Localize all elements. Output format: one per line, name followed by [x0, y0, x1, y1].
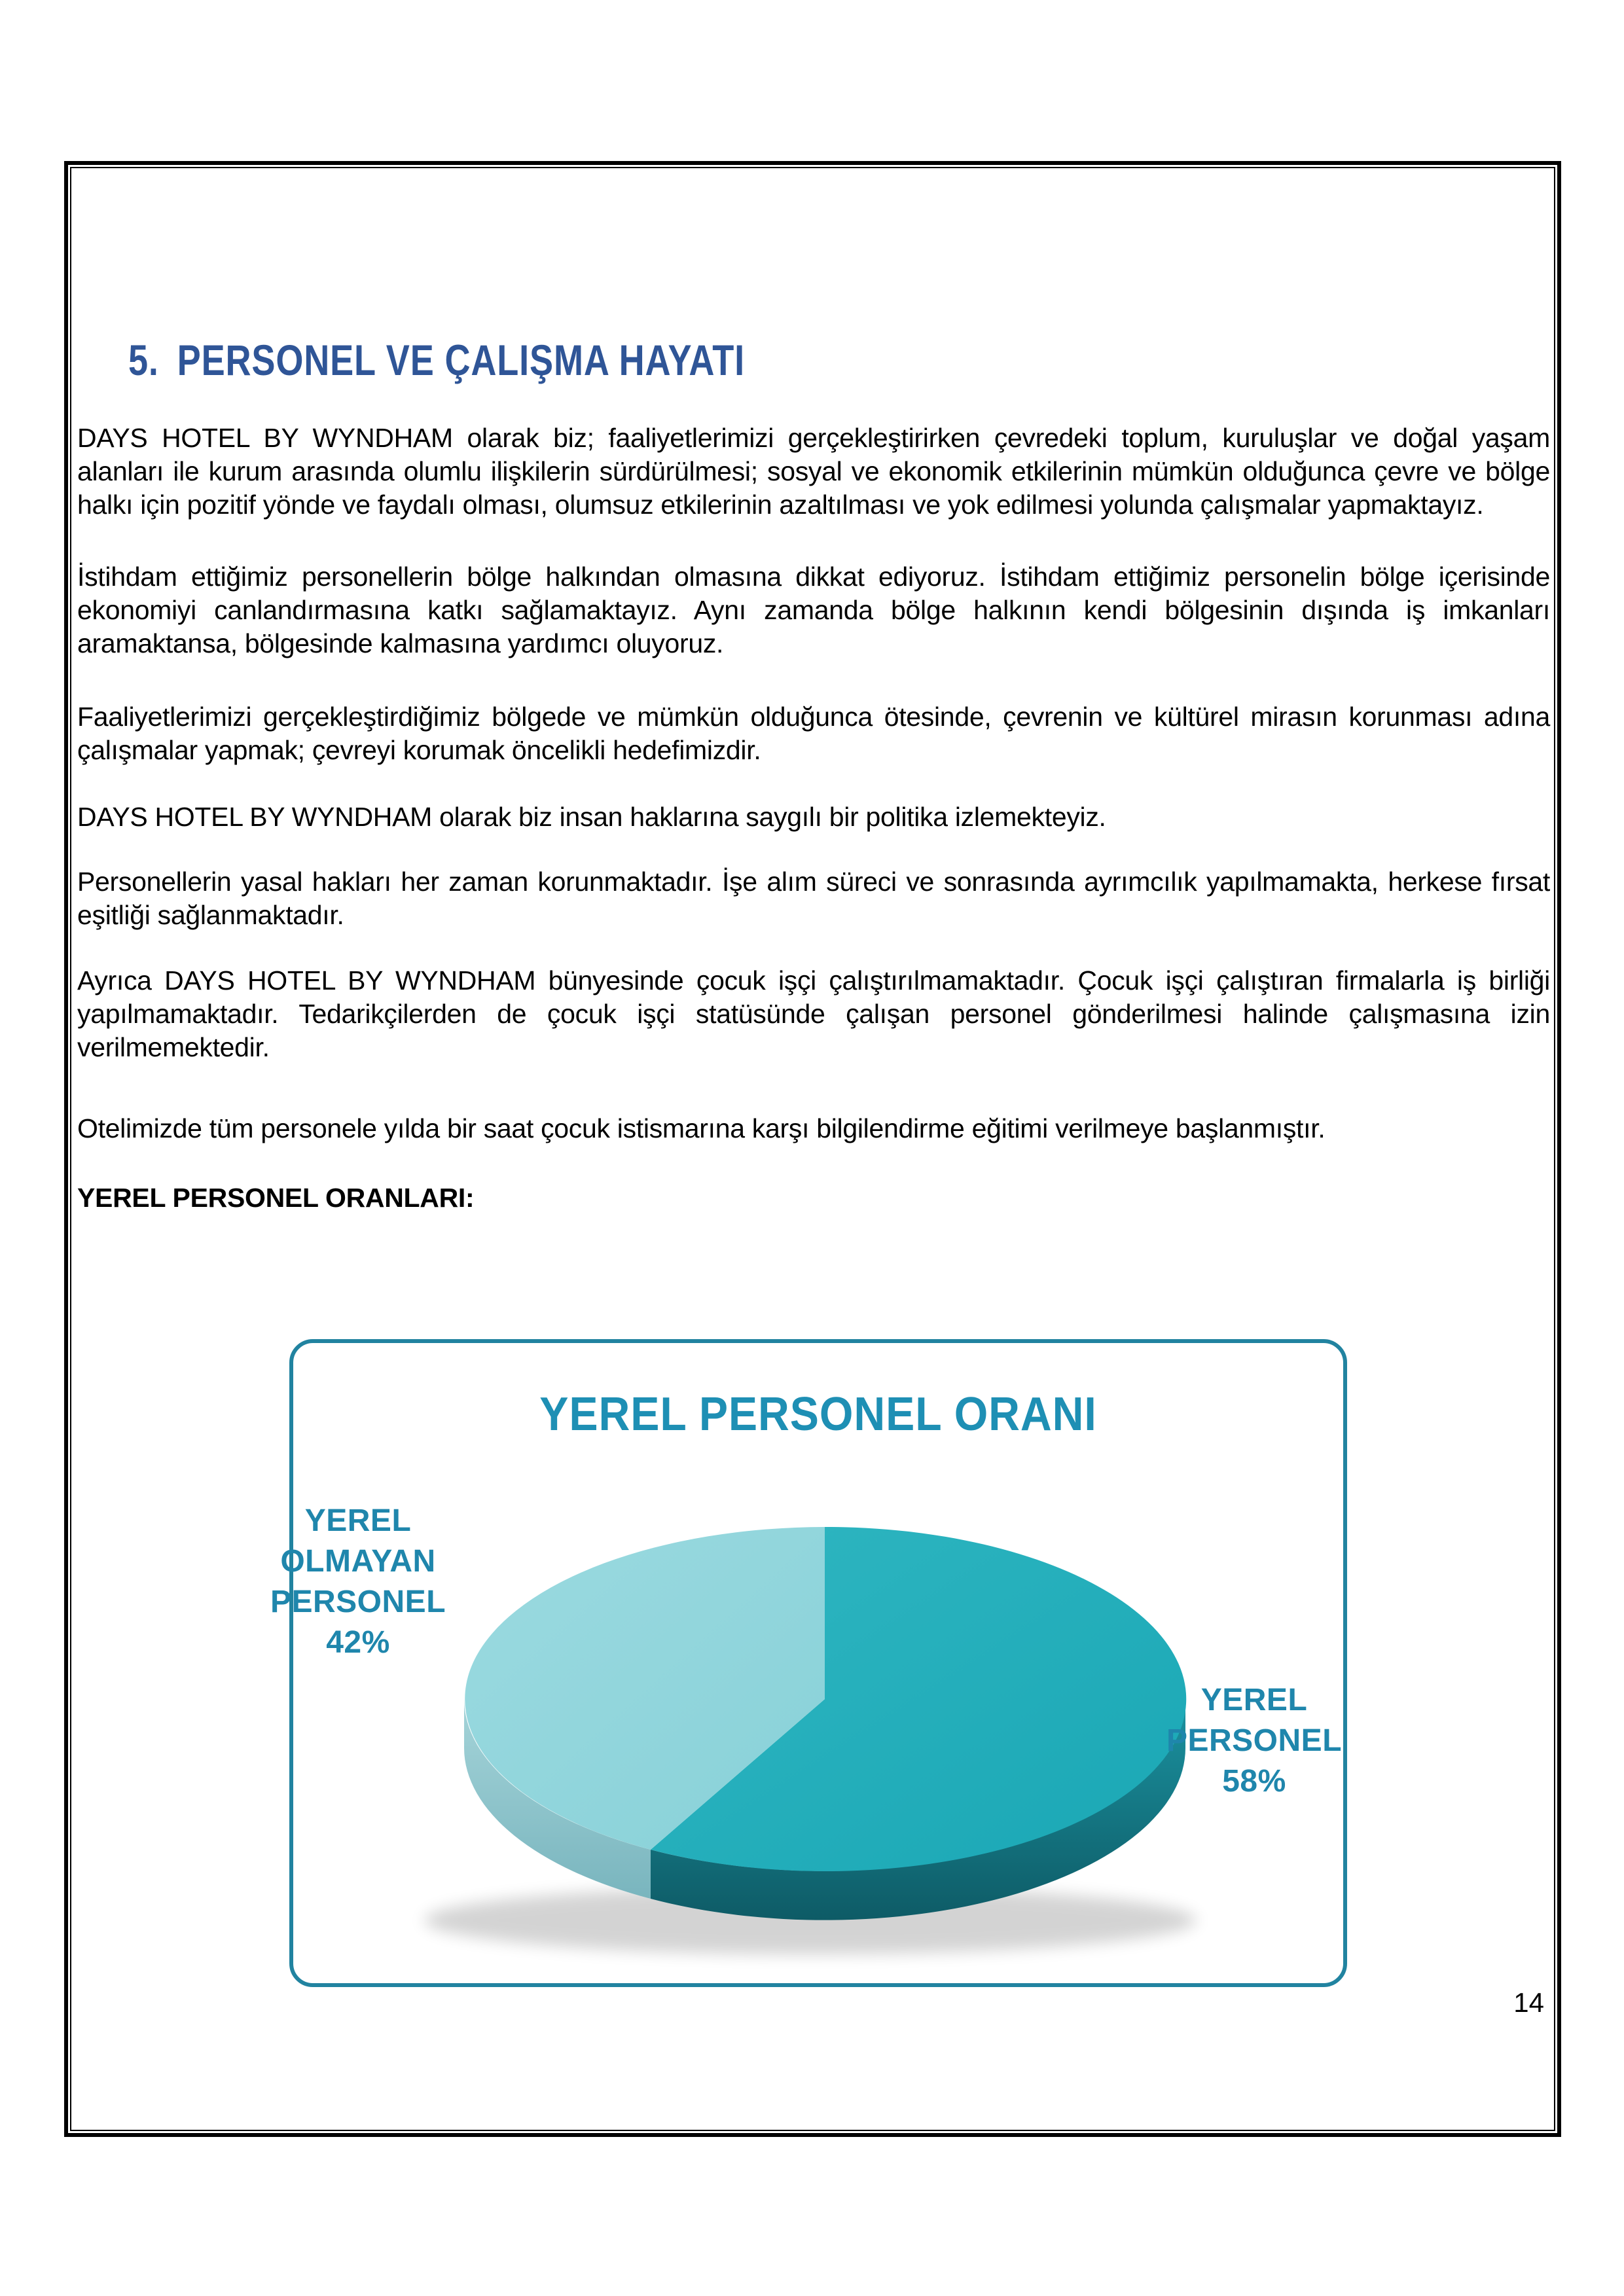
pie-label-yerel-personel — [1117, 1680, 1392, 1802]
pie-label-line: OLMAYAN — [280, 1544, 436, 1579]
chart-title: YEREL PERSONEL ORANI — [539, 1388, 1097, 1441]
pie-label-line: YEREL — [304, 1503, 412, 1538]
pie-label-value: 42% — [326, 1625, 390, 1660]
pie-label-yerel-olmayan-personel — [221, 1501, 496, 1663]
section-heading-title: PERSONEL VE ÇALIŞMA HAYATI — [177, 336, 746, 384]
section-heading-number: 5. — [128, 336, 159, 384]
chart-section-label: YEREL PERSONEL ORANLARI: — [77, 1183, 475, 1213]
pie-chart — [293, 1343, 1343, 1983]
paragraph-1: DAYS HOTEL BY WYNDHAM olarak biz; faaliyetlerimizi gerçekleştirirken çevredeki toplum, kuruluşlar ve doğal yaşam alanları ile kurum arasında olumlu ilişkilerin sürdürülmesi; sosyal ve ekonomik etkilerinin mümkün olduğunca çevre ve bölge halkı için pozitif yönde ve faydalı olması, olumsuz etkilerinin azaltılması ve yok edilmesi yolunda çalışmalar yapmaktayız. — [77, 423, 1550, 520]
paragraph-7: Otelimizde tüm personele yılda bir saat çocuk istismarına karşı bilgilendirme eğitimi verilmeye başlanmıştır. — [77, 1113, 1326, 1143]
chart-card — [289, 1339, 1347, 1987]
pie-label-line: PERSONEL — [270, 1585, 446, 1619]
section-heading — [128, 335, 745, 385]
paragraph-2: İstihdam ettiğimiz personellerin bölge halkından olmasına dikkat ediyoruz. İstihdam ettiğimiz personelin bölge içerisinde ekonomiyi canlandırmasına katkı sağlamaktayız. Aynı zamanda bölge halkının kendi bölgesinin dışında iş imkanları aramaktansa, bölgesinde kalmasına yardımcı oluyoruz. — [77, 562, 1550, 658]
page-number: 14 — [1513, 1987, 1544, 2018]
paragraph-5: Personellerin yasal hakları her zaman korunmaktadır. İşe alım süreci ve sonrasında ayrımcılık yapılmamakta, herkese fırsat eşitliği sağlanmaktadır. — [77, 867, 1550, 930]
paragraph-6: Ayrıca DAYS HOTEL BY WYNDHAM bünyesinde çocuk işçi çalıştırılmamaktadır. Çocuk işçi çalıştıran firmalarla iş birliği yapılmamaktadır. Tedarikçilerden de çocuk işçi statüsünde çalışan personel gönderilmesi halinde çalışmasına izin verilmemektedir. — [77, 965, 1550, 1062]
paragraph-3: Faaliyetlerimizi gerçekleştirdiğimiz bölgede ve mümkün olduğunca ötesinde, çevrenin ve kültürel mirasın korunması adına çalışmalar yapmak; çevreyi korumak öncelikli hedefimizdir. — [77, 702, 1550, 765]
pie-label-value: 58% — [1222, 1764, 1286, 1799]
pie-label-line: PERSONEL — [1166, 1723, 1343, 1758]
pie-label-line: YEREL — [1200, 1683, 1308, 1717]
paragraph-4: DAYS HOTEL BY WYNDHAM olarak biz insan haklarına saygılı bir politika izlemekteyiz. — [77, 802, 1106, 832]
